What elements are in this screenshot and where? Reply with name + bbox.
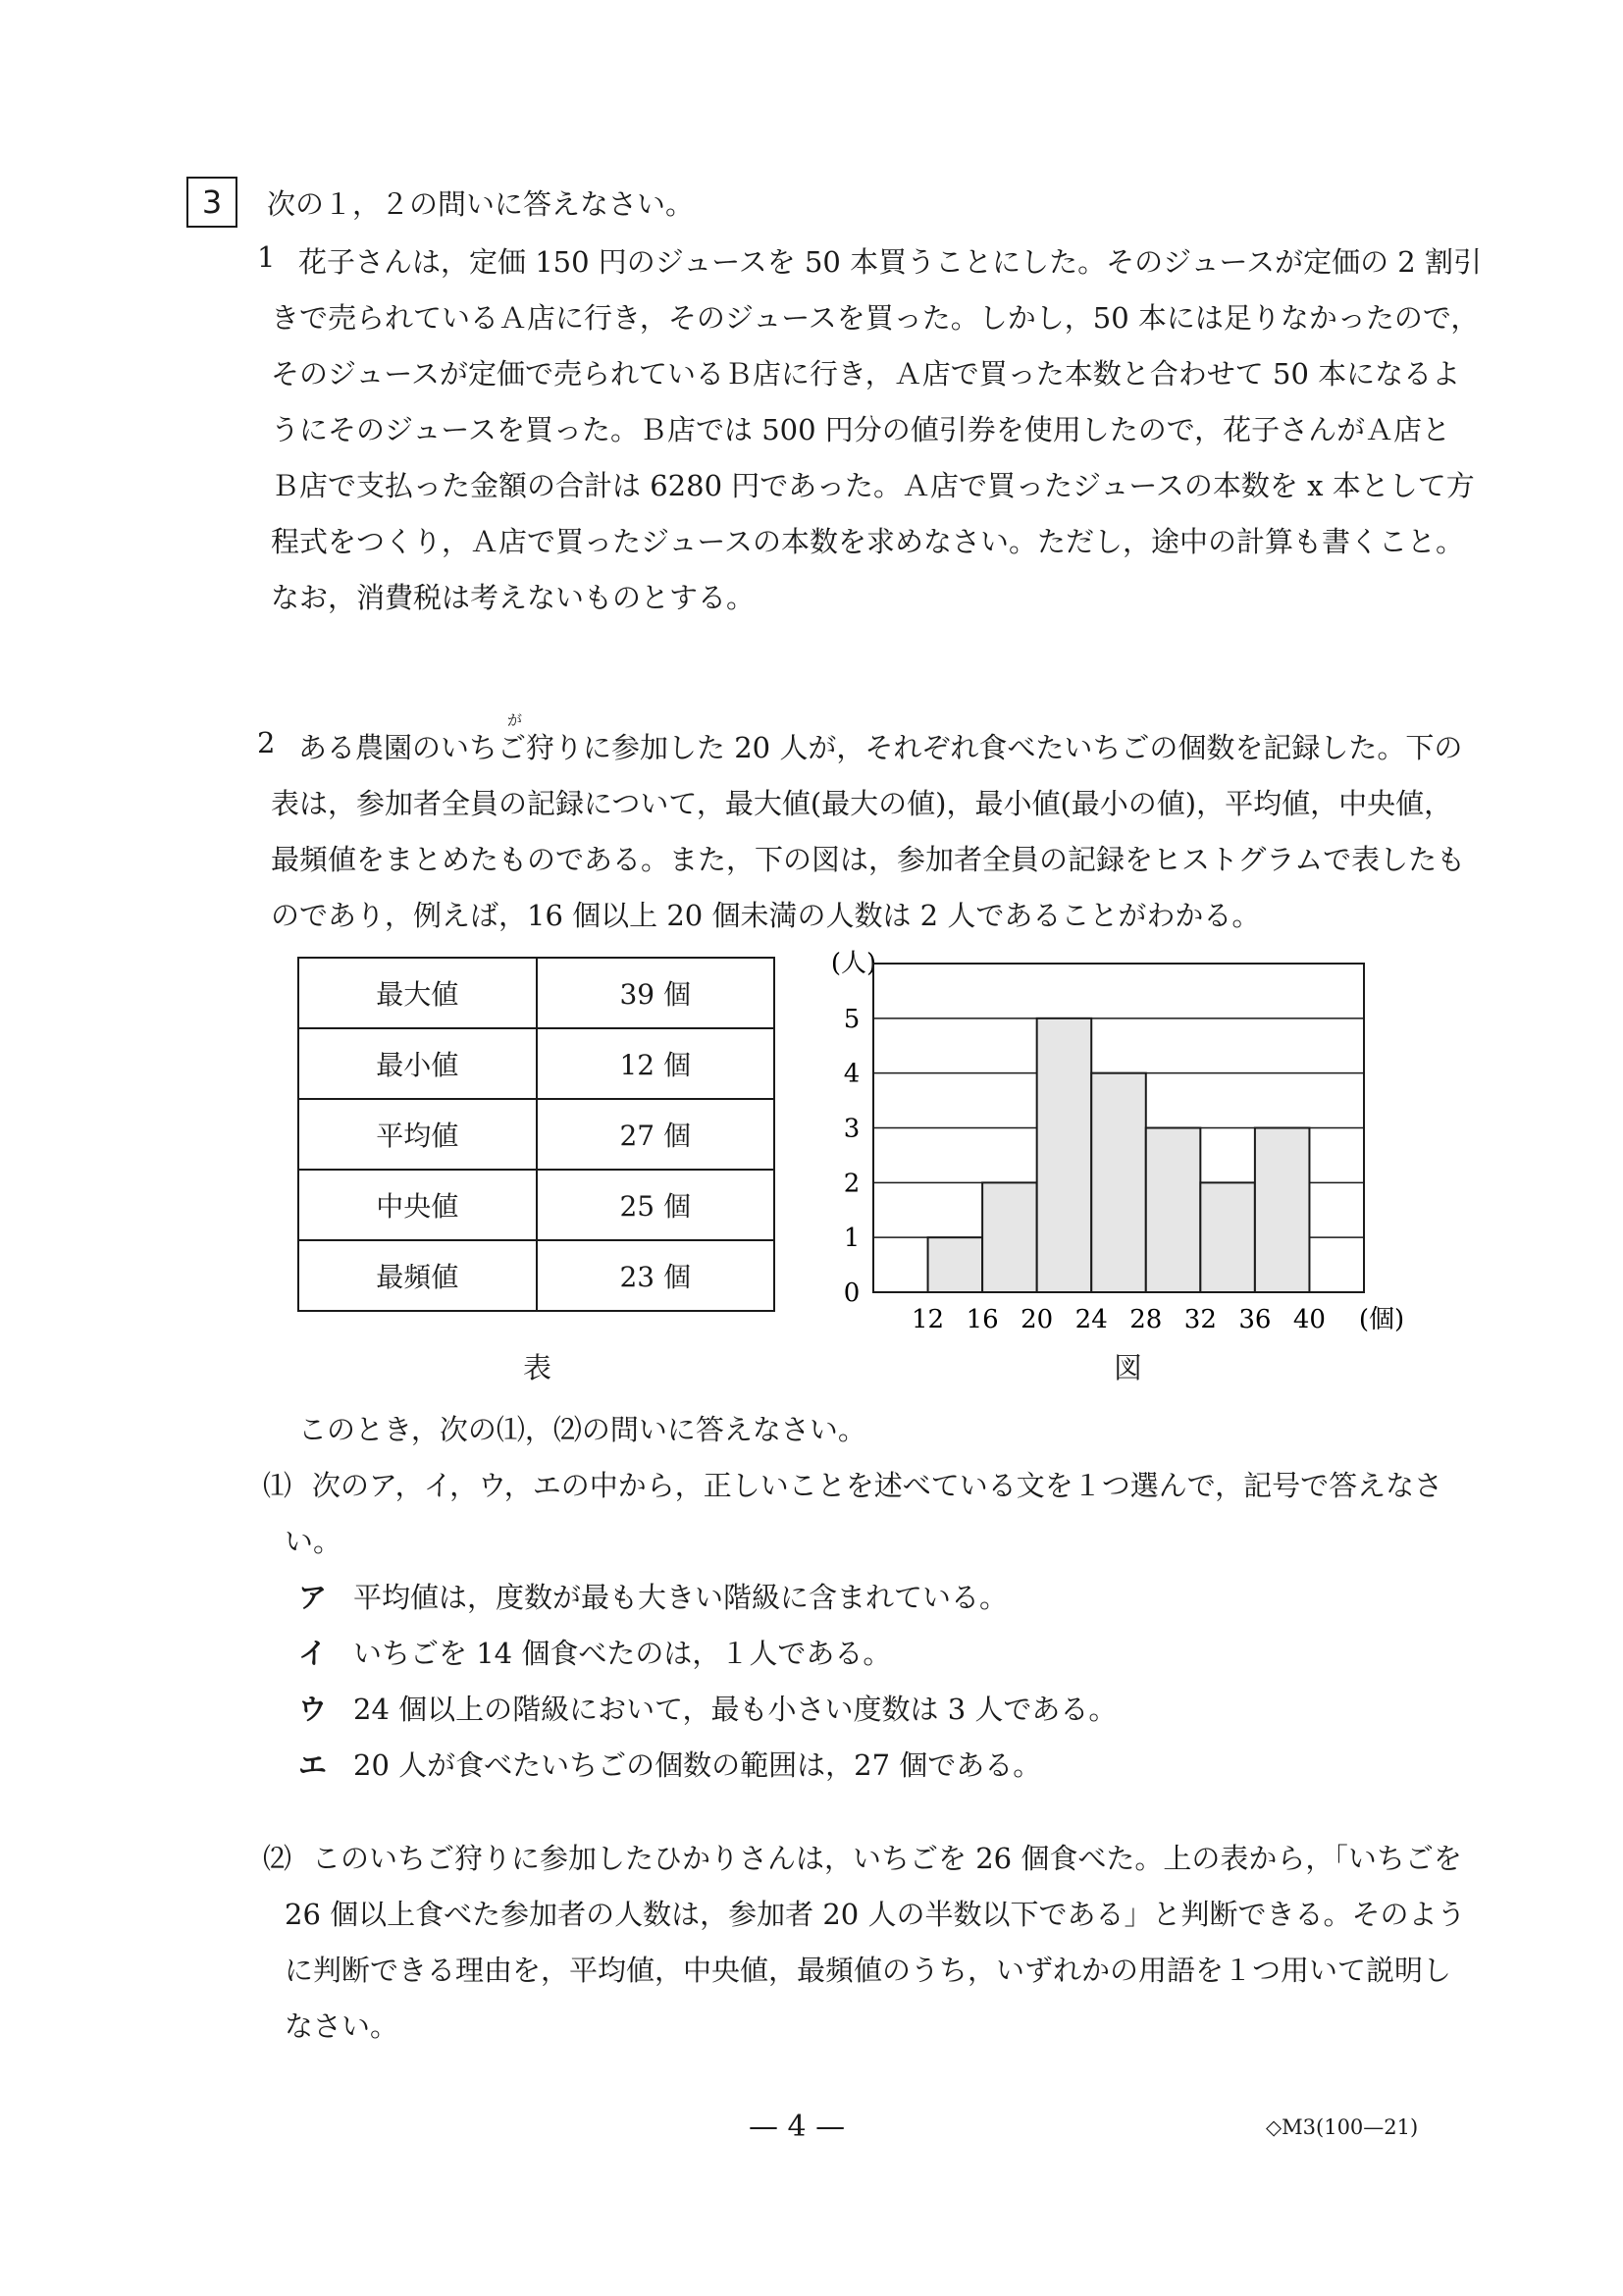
question-number-box: 3	[186, 177, 237, 228]
q1-line-4: うにそのジュースを買った。Ｂ店では 500 円分の値引券を使用したので，花子さんがＡ店と	[271, 413, 1451, 446]
histogram-chart	[814, 937, 1423, 1349]
option-text-e: 20 人が食べたいちごの個数の範囲は，27 個である。	[353, 1748, 1042, 1782]
table-row	[298, 958, 774, 1028]
x-tick-label: 24	[1074, 1305, 1108, 1334]
table-row	[298, 1170, 774, 1240]
q2-line-4: のであり，例えば，16 個以上 20 個未満の人数は 2 人であることがわかる。	[271, 899, 1261, 932]
x-tick-label: 12	[912, 1305, 945, 1334]
table-cell-value: 25 個	[537, 1170, 775, 1240]
figure-caption: 図	[1114, 1351, 1143, 1384]
x-tick-label: 20	[1021, 1305, 1054, 1334]
x-axis-unit: (個)	[1358, 1305, 1405, 1334]
option-mark-u: ウ	[298, 1693, 328, 1726]
table-cell-label: 平均値	[298, 1099, 537, 1170]
q1-line-5: Ｂ店で支払った金額の合計は 6280 円であった。Ａ店で買ったジュースの本数を x 本として方	[271, 469, 1475, 502]
sub1-line-2: い。	[285, 1525, 342, 1558]
x-tick-label: 36	[1238, 1305, 1272, 1334]
table-row	[298, 1240, 774, 1311]
exam-code: ◇M3(100—21)	[1266, 2115, 1419, 2139]
q1-line-6: 程式をつくり，Ａ店で買ったジュースの本数を求めなさい。ただし，途中の計算も書くこと。	[271, 525, 1464, 558]
table-row	[298, 1099, 774, 1170]
y-tick-label: 4	[843, 1059, 861, 1089]
option-mark-i: イ	[298, 1637, 328, 1670]
histogram-bar	[928, 1237, 983, 1292]
y-tick-label: 3	[843, 1114, 861, 1144]
x-tick-label: 32	[1183, 1305, 1217, 1334]
page-number: — 4 —	[749, 2110, 846, 2144]
histogram-bar	[1255, 1128, 1310, 1293]
table-cell-label: 最頻値	[298, 1240, 537, 1311]
q1-line-1: 花子さんは，定価 150 円のジュースを 50 本買うことにした。そのジュースが定価の 2 割引	[298, 245, 1482, 279]
sub1-number: ⑴	[263, 1469, 292, 1502]
followup-text: このとき，次の⑴，⑵の問いに答えなさい。	[298, 1413, 866, 1446]
table-cell-label: 最小値	[298, 1028, 537, 1099]
y-tick-label: 0	[843, 1278, 861, 1308]
q2-line-2: 表は，参加者全員の記録について，最大値(最大の値)，最小値(最小の値)，平均値，中央値，	[271, 787, 1453, 820]
q1-line-7: なお，消費税は考えないものとする。	[271, 581, 756, 614]
x-tick-label: 28	[1129, 1305, 1163, 1334]
table-cell-value: 27 個	[537, 1099, 775, 1170]
y-tick-label: 5	[843, 1004, 861, 1034]
table-cell-label: 中央値	[298, 1170, 537, 1240]
option-text-a: 平均値は，度数が最も大きい階級に含まれている。	[353, 1581, 1009, 1614]
table-cell-label: 最大値	[298, 958, 537, 1028]
sub2-line-1: このいちご狩りに参加したひかりさんは，いちごを 26 個食べた。上の表から，「いちごを	[312, 1842, 1462, 1875]
x-tick-label: 16	[966, 1305, 999, 1334]
sub2-line-3: に判断できる理由を，平均値，中央値，最頻値のうち，いずれかの用語を１つ用いて説明し	[285, 1954, 1452, 1987]
histogram-bar	[1091, 1073, 1146, 1292]
statistics-table	[297, 957, 775, 1312]
q2-number: 2	[257, 726, 276, 759]
table-cell-value: 39 個	[537, 958, 775, 1028]
option-text-u: 24 個以上の階級において，最も小さい度数は 3 人である。	[353, 1693, 1118, 1726]
option-mark-a: ア	[298, 1581, 328, 1614]
sub2-number: ⑵	[263, 1842, 292, 1875]
table-caption: 表	[523, 1351, 552, 1384]
histogram-bar	[1146, 1128, 1201, 1293]
histogram-bar	[1037, 1018, 1092, 1292]
q2-line-1: ある農園のいちご狩りに参加した 20 人が，それぞれ食べたいちごの個数を記録した。下の	[298, 731, 1463, 764]
q1-line-2: きで売られているＡ店に行き，そのジュースを買った。しかし，50 本には足りなかったので，	[271, 301, 1480, 335]
table-cell-value: 23 個	[537, 1240, 775, 1311]
y-tick-label: 2	[843, 1169, 861, 1199]
q1-line-3: そのジュースが定価で売られているＢ店に行き，Ａ店で買った本数と合わせて 50 本になるよ	[271, 357, 1461, 391]
question-intro: 次の１，２の問いに答えなさい。	[267, 187, 695, 221]
q2-line-3: 最頻値をまとめたものである。また，下の図は，参加者全員の記録をヒストグラムで表したも	[271, 843, 1466, 876]
table-row	[298, 1028, 774, 1099]
y-axis-unit: (人)	[830, 949, 877, 978]
option-mark-e: エ	[298, 1748, 328, 1782]
option-text-i: いちごを 14 個食べたのは，１人である。	[353, 1637, 892, 1670]
histogram-bar	[1200, 1182, 1255, 1292]
sub2-line-4: なさい。	[285, 2009, 399, 2043]
ruby-reading: が	[507, 711, 523, 729]
sub1-line-1: 次のア，イ，ウ，エの中から，正しいことを述べている文を１つ選んで，記号で答えなさ	[312, 1469, 1443, 1502]
histogram-bar	[982, 1182, 1037, 1292]
sub2-line-2: 26 個以上食べた参加者の人数は，参加者 20 人の半数以下である」と判断できる。そのよう	[285, 1898, 1466, 1931]
q1-number: 1	[257, 240, 276, 274]
y-tick-label: 1	[843, 1224, 861, 1254]
x-tick-label: 40	[1292, 1305, 1326, 1334]
table-cell-value: 12 個	[537, 1028, 775, 1099]
